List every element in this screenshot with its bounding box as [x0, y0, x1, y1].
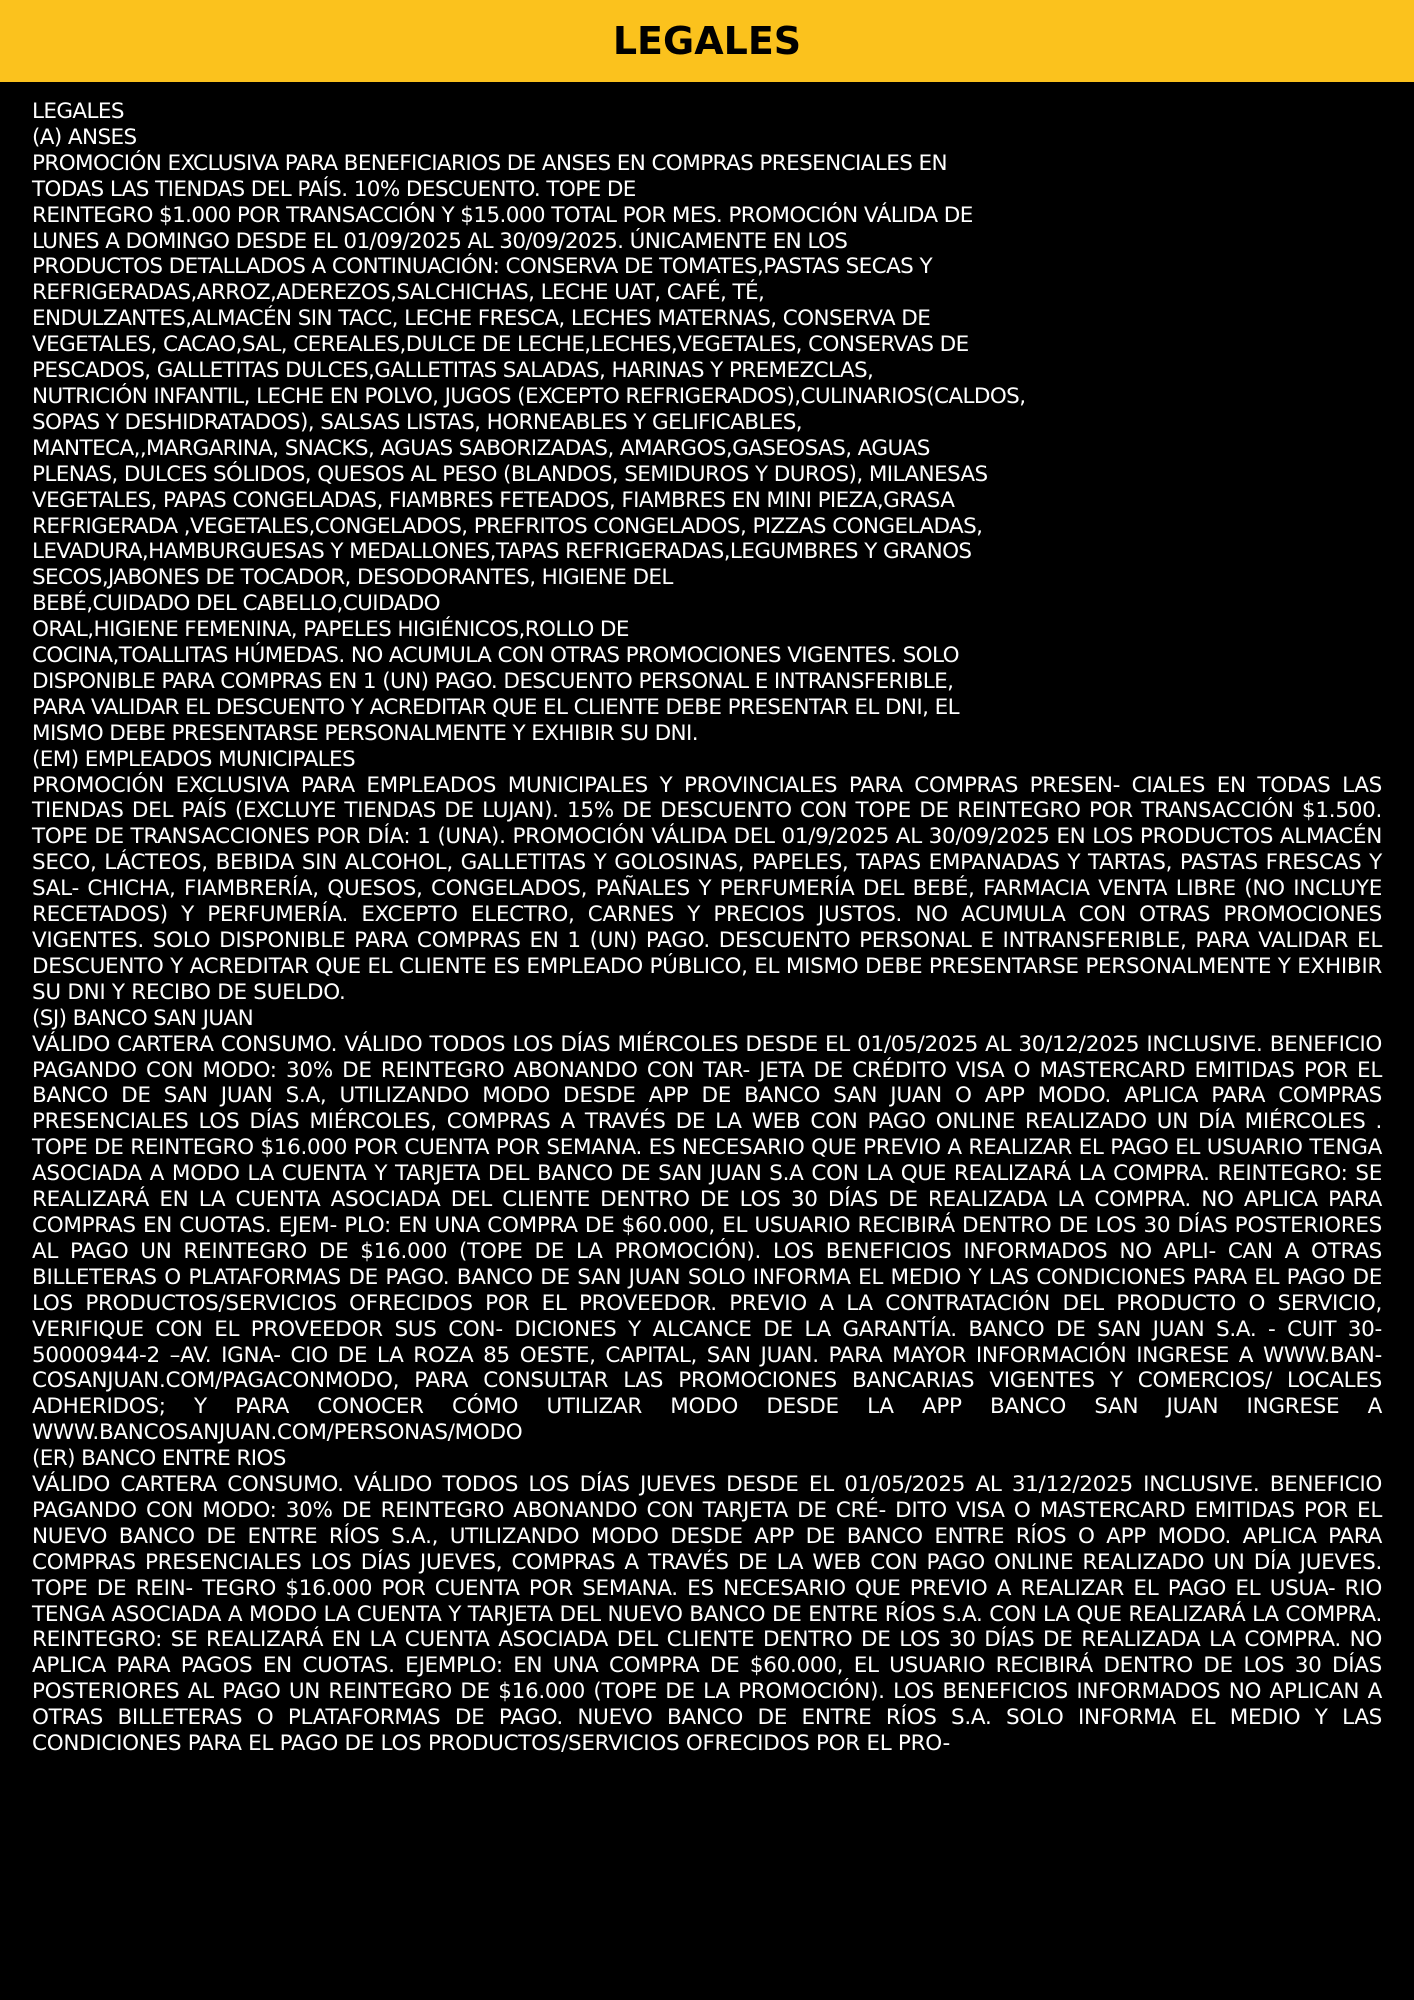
san-juan-label: (SJ) BANCO SAN JUAN — [32, 1005, 254, 1031]
anses-line: DISPONIBLE PARA COMPRAS EN 1 (UN) PAGO. DESCUENTO PERSONAL E INTRANSFERIBLE, — [32, 668, 954, 694]
anses-line: ENDULZANTES,ALMACÉN SIN TACC, LECHE FRESCA, LECHES MATERNAS, CONSERVA DE — [32, 306, 931, 332]
legal-heading: LEGALES — [32, 99, 124, 124]
anses-line: BEBÉ,CUIDADO DEL CABELLO,CUIDADO — [32, 591, 440, 617]
header-banner — [0, 0, 1414, 82]
anses-line: NUTRICIÓN INFANTIL, LECHE EN POLVO, JUGOS (EXCEPTO REFRIGERADOS),CULINARIOS(CALDOS, — [32, 383, 1026, 409]
anses-line: REFRIGERADAS,ARROZ,ADEREZOS,SALCHICHAS, LECHE UAT, CAFÉ, TÉ, — [32, 280, 765, 306]
anses-line: SOPAS Y DESHIDRATADOS), SALSAS LISTAS, HORNEABLES Y GELIFICABLES, — [32, 409, 803, 435]
anses-line: ORAL,HIGIENE FEMENINA, PAPELES HIGIÉNICOS,ROLLO DE — [32, 617, 629, 643]
anses-line: SECOS,JABONES DE TOCADOR, DESODORANTES, HIGIENE DEL — [32, 565, 673, 591]
page-title: LEGALES — [612, 19, 802, 63]
anses-line: TODAS LAS TIENDAS DEL PAÍS. 10% DESCUENTO. TOPE DE — [32, 176, 636, 202]
anses-line: VEGETALES, CACAO,SAL, CEREALES,DULCE DE LECHE,LECHES,VEGETALES, CONSERVAS DE — [32, 332, 969, 358]
san-juan-text: VÁLIDO CARTERA CONSUMO. VÁLIDO TODOS LOS DÍAS MIÉRCOLES DESDE EL 01/05/2025 AL 30/12/2025 INCLUSIVE. BENEFICIO PAGANDO CON MODO: 30% DE REINTEGRO ABONANDO CON TAR- JETA DE CRÉDITO VISA O MASTERCARD EMITIDAS POR EL BANCO DE SAN JUAN S.A, UTILIZANDO MODO DESDE APP DE BANCO SAN JUAN O APP MODO. APLICA PARA COMPRAS PRESENCIALES LOS DÍAS MIÉRCOLES, COMPRAS A TRAVÉS DE LA WEB CON PAGO ONLINE REALIZADO UN DÍA MIÉRCOLES . TOPE DE REINTEGRO $16.000 POR CUENTA POR SEMANA. ES NECESARIO QUE PREVIO A REALIZAR EL PAGO EL USUARIO TENGA ASOCIADA A MODO LA CUENTA Y TARJETA DEL BANCO DE SAN JUAN S.A CON LA QUE REALIZARÁ LA COMPRA. REINTEGRO: SE REALIZARÁ EN LA CUENTA ASOCIADA DEL CLIENTE DENTRO DE LOS 30 DÍAS DE REALIZADA LA COMPRA. NO APLICA PARA COMPRAS EN CUOTAS. EJEM- PLO: EN UNA COMPRA DE $60.000, EL USUARIO RECIBIRÁ DENTRO DE LOS 30 DÍAS POSTERIORES AL PAGO UN REINTEGRO DE $16.000 (TOPE DE LA PROMOCIÓN). LOS BENEFICIOS INFORMADOS NO APLI- CAN A OTRAS BILLETERAS O PLATAFORMAS DE PAGO. BANCO DE SAN JUAN SOLO INFORMA EL MEDIO Y LAS CONDICIONES PARA EL PAGO DE LOS PRODUCTOS/SERVICIOS OFRECIDOS POR EL PROVEEDOR. PREVIO A LA CONTRATACIÓN DEL PRODUCTO O SERVICIO, VERIFIQUE CON EL PROVEEDOR SUS CON- DICIONES Y ALCANCE DE LA GARANTÍA. BANCO DE SAN JUAN S.A. - CUIT 30-50000944-2 –AV. IGNA- CIO DE LA ROZA 85 OESTE, CAPITAL, SAN JUAN. PARA MAYOR INFORMACIÓN INGRESE A WWW.BAN- COSANJUAN.COM/PAGACONMODO, PARA CONSULTAR LAS PROMOCIONES BANCARIAS VIGENTES Y COMERCIOS/ LOCALES ADHERIDOS; Y PARA CONOCER CÓMO UTILIZAR MODO DESDE LA APP BANCO SAN JUAN INGRESE A WWW.BANCOSANJUAN.COM/PERSONAS/MODO — [32, 1031, 1382, 1446]
anses-line: MISMO DEBE PRESENTARSE PERSONALMENTE Y EXHIBIR SU DNI. — [32, 720, 699, 746]
anses-line: PARA VALIDAR EL DESCUENTO Y ACREDITAR QUE EL CLIENTE DEBE PRESENTAR EL DNI, EL — [32, 694, 959, 720]
anses-line: REINTEGRO $1.000 POR TRANSACCIÓN Y $15.000 TOTAL POR MES. PROMOCIÓN VÁLIDA DE — [32, 202, 973, 228]
anses-line: PLENAS, DULCES SÓLIDOS, QUESOS AL PESO (BLANDOS, SEMIDUROS Y DUROS), MILANESAS — [32, 461, 988, 487]
anses-label: (A) ANSES — [32, 124, 137, 150]
anses-line: PRODUCTOS DETALLADOS A CONTINUACIÓN: CONSERVA DE TOMATES,PASTAS SECAS Y — [32, 254, 932, 280]
entre-rios-label: (ER) BANCO ENTRE RIOS — [32, 1446, 286, 1472]
anses-line: REFRIGERADA ,VEGETALES,CONGELADOS, PREFRITOS CONGELADOS, PIZZAS CONGELADAS, — [32, 513, 983, 539]
anses-line: VEGETALES, PAPAS CONGELADAS, FIAMBRES FETEADOS, FIAMBRES EN MINI PIEZA,GRASA — [32, 487, 955, 513]
anses-line: COCINA,TOALLITAS HÚMEDAS. NO ACUMULA CON OTRAS PROMOCIONES VIGENTES. SOLO — [32, 643, 959, 669]
entre-rios-text: VÁLIDO CARTERA CONSUMO. VÁLIDO TODOS LOS DÍAS JUEVES DESDE EL 01/05/2025 AL 31/12/2025 INCLUSIVE. BENEFICIO PAGANDO CON MODO: 30% DE REINTEGRO ABONANDO CON TARJETA DE CRÉ- DITO VISA O MASTERCARD EMITIDAS POR EL NUEVO BANCO DE ENTRE RÍOS S.A., UTILIZANDO MODO DESDE APP DE BANCO ENTRE RÍOS O APP MODO. APLICA PARA COMPRAS PRESENCIALES LOS DÍAS JUEVES, COMPRAS A TRAVÉS DE LA WEB CON PAGO ONLINE REALIZADO UN DÍA JUEVES. TOPE DE REIN- TEGRO $16.000 POR CUENTA POR SEMANA. ES NECESARIO QUE PREVIO A REALIZAR EL PAGO EL USUA- RIO TENGA ASOCIADA A MODO LA CUENTA Y TARJETA DEL NUEVO BANCO DE ENTRE RÍOS S.A. CON LA QUE REALIZARÁ LA COMPRA. REINTEGRO: SE REALIZARÁ EN LA CUENTA ASOCIADA DEL CLIENTE DENTRO DE LOS 30 DÍAS DE REALIZADA LA COMPRA. NO APLICA PARA PAGOS EN CUOTAS. EJEMPLO: EN UNA COMPRA DE $60.000, EL USUARIO RECIBIRÁ DENTRO DE LOS 30 DÍAS POSTERIORES AL PAGO UN REINTEGRO DE $16.000 (TOPE DE LA PROMOCIÓN). LOS BENEFICIOS INFORMADOS NO APLICAN A OTRAS BILLETERAS O PLATAFORMAS DE PAGO. NUEVO BANCO DE ENTRE RÍOS S.A. SOLO INFORMA EL MEDIO Y LAS CONDICIONES PARA EL PAGO DE LOS PRODUCTOS/SERVICIOS OFRECIDOS POR EL PRO- — [32, 1472, 1382, 1757]
anses-line: PROMOCIÓN EXCLUSIVA PARA BENEFICIARIOS DE ANSES EN COMPRAS PRESENCIALES EN — [32, 150, 947, 176]
anses-line: LUNES A DOMINGO DESDE EL 01/09/2025 AL 30/09/2025. ÚNICAMENTE EN LOS — [32, 228, 848, 254]
anses-line: LEVADURA,HAMBURGUESAS Y MEDALLONES,TAPAS REFRIGERADAS,LEGUMBRES Y GRANOS — [32, 539, 972, 565]
anses-line: PESCADOS, GALLETITAS DULCES,GALLETITAS SALADAS, HARINAS Y PREMEZCLAS, — [32, 358, 874, 384]
municipales-text: PROMOCIÓN EXCLUSIVA PARA EMPLEADOS MUNICIPALES Y PROVINCIALES PARA COMPRAS PRESEN- CIALES EN TODAS LAS TIENDAS DEL PAÍS (EXCLUYE TIENDAS DE LUJAN). 15% DE DESCUENTO CON TOPE DE REINTEGRO POR TRANSACCIÓN $1.500. TOPE DE TRANSACCIONES POR DÍA: 1 (UNA). PROMOCIÓN VÁLIDA DEL 01/9/2025 AL 30/09/2025 EN LOS PRODUCTOS ALMACÉN SECO, LÁCTEOS, BEBIDA SIN ALCOHOL, GALLETITAS Y GOLOSINAS, PAPELES, TAPAS EMPANADAS Y TARTAS, PASTAS FRESCAS Y SAL- CHICHA, FIAMBRERÍA, QUESOS, CONGELADOS, PAÑALES Y PERFUMERÍA DEL BEBÉ, FARMACIA VENTA LIBRE (NO INCLUYE RECETADOS) Y PERFUMERÍA. EXCEPTO ELECTRO, CARNES Y PRECIOS JUSTOS. NO ACUMULA CON OTRAS PROMOCIONES VIGENTES. SOLO DISPONIBLE PARA COMPRAS EN 1 (UN) PAGO. DESCUENTO PERSONAL E INTRANSFERIBLE, PARA VALIDAR EL DESCUENTO Y ACREDITAR QUE EL CLIENTE ES EMPLEADO PÚBLICO, EL MISMO DEBE PRESENTARSE PERSONALMENTE Y EXHIBIR SU DNI Y RECIBO DE SUELDO. — [32, 772, 1382, 1005]
anses-line: MANTECA,,MARGARINA, SNACKS, AGUAS SABORIZADAS, AMARGOS,GASEOSAS, AGUAS — [32, 435, 930, 461]
anses-block — [32, 151, 1382, 747]
legal-text — [0, 82, 1414, 1757]
municipales-label: (EM) EMPLEADOS MUNICIPALES — [32, 746, 356, 772]
